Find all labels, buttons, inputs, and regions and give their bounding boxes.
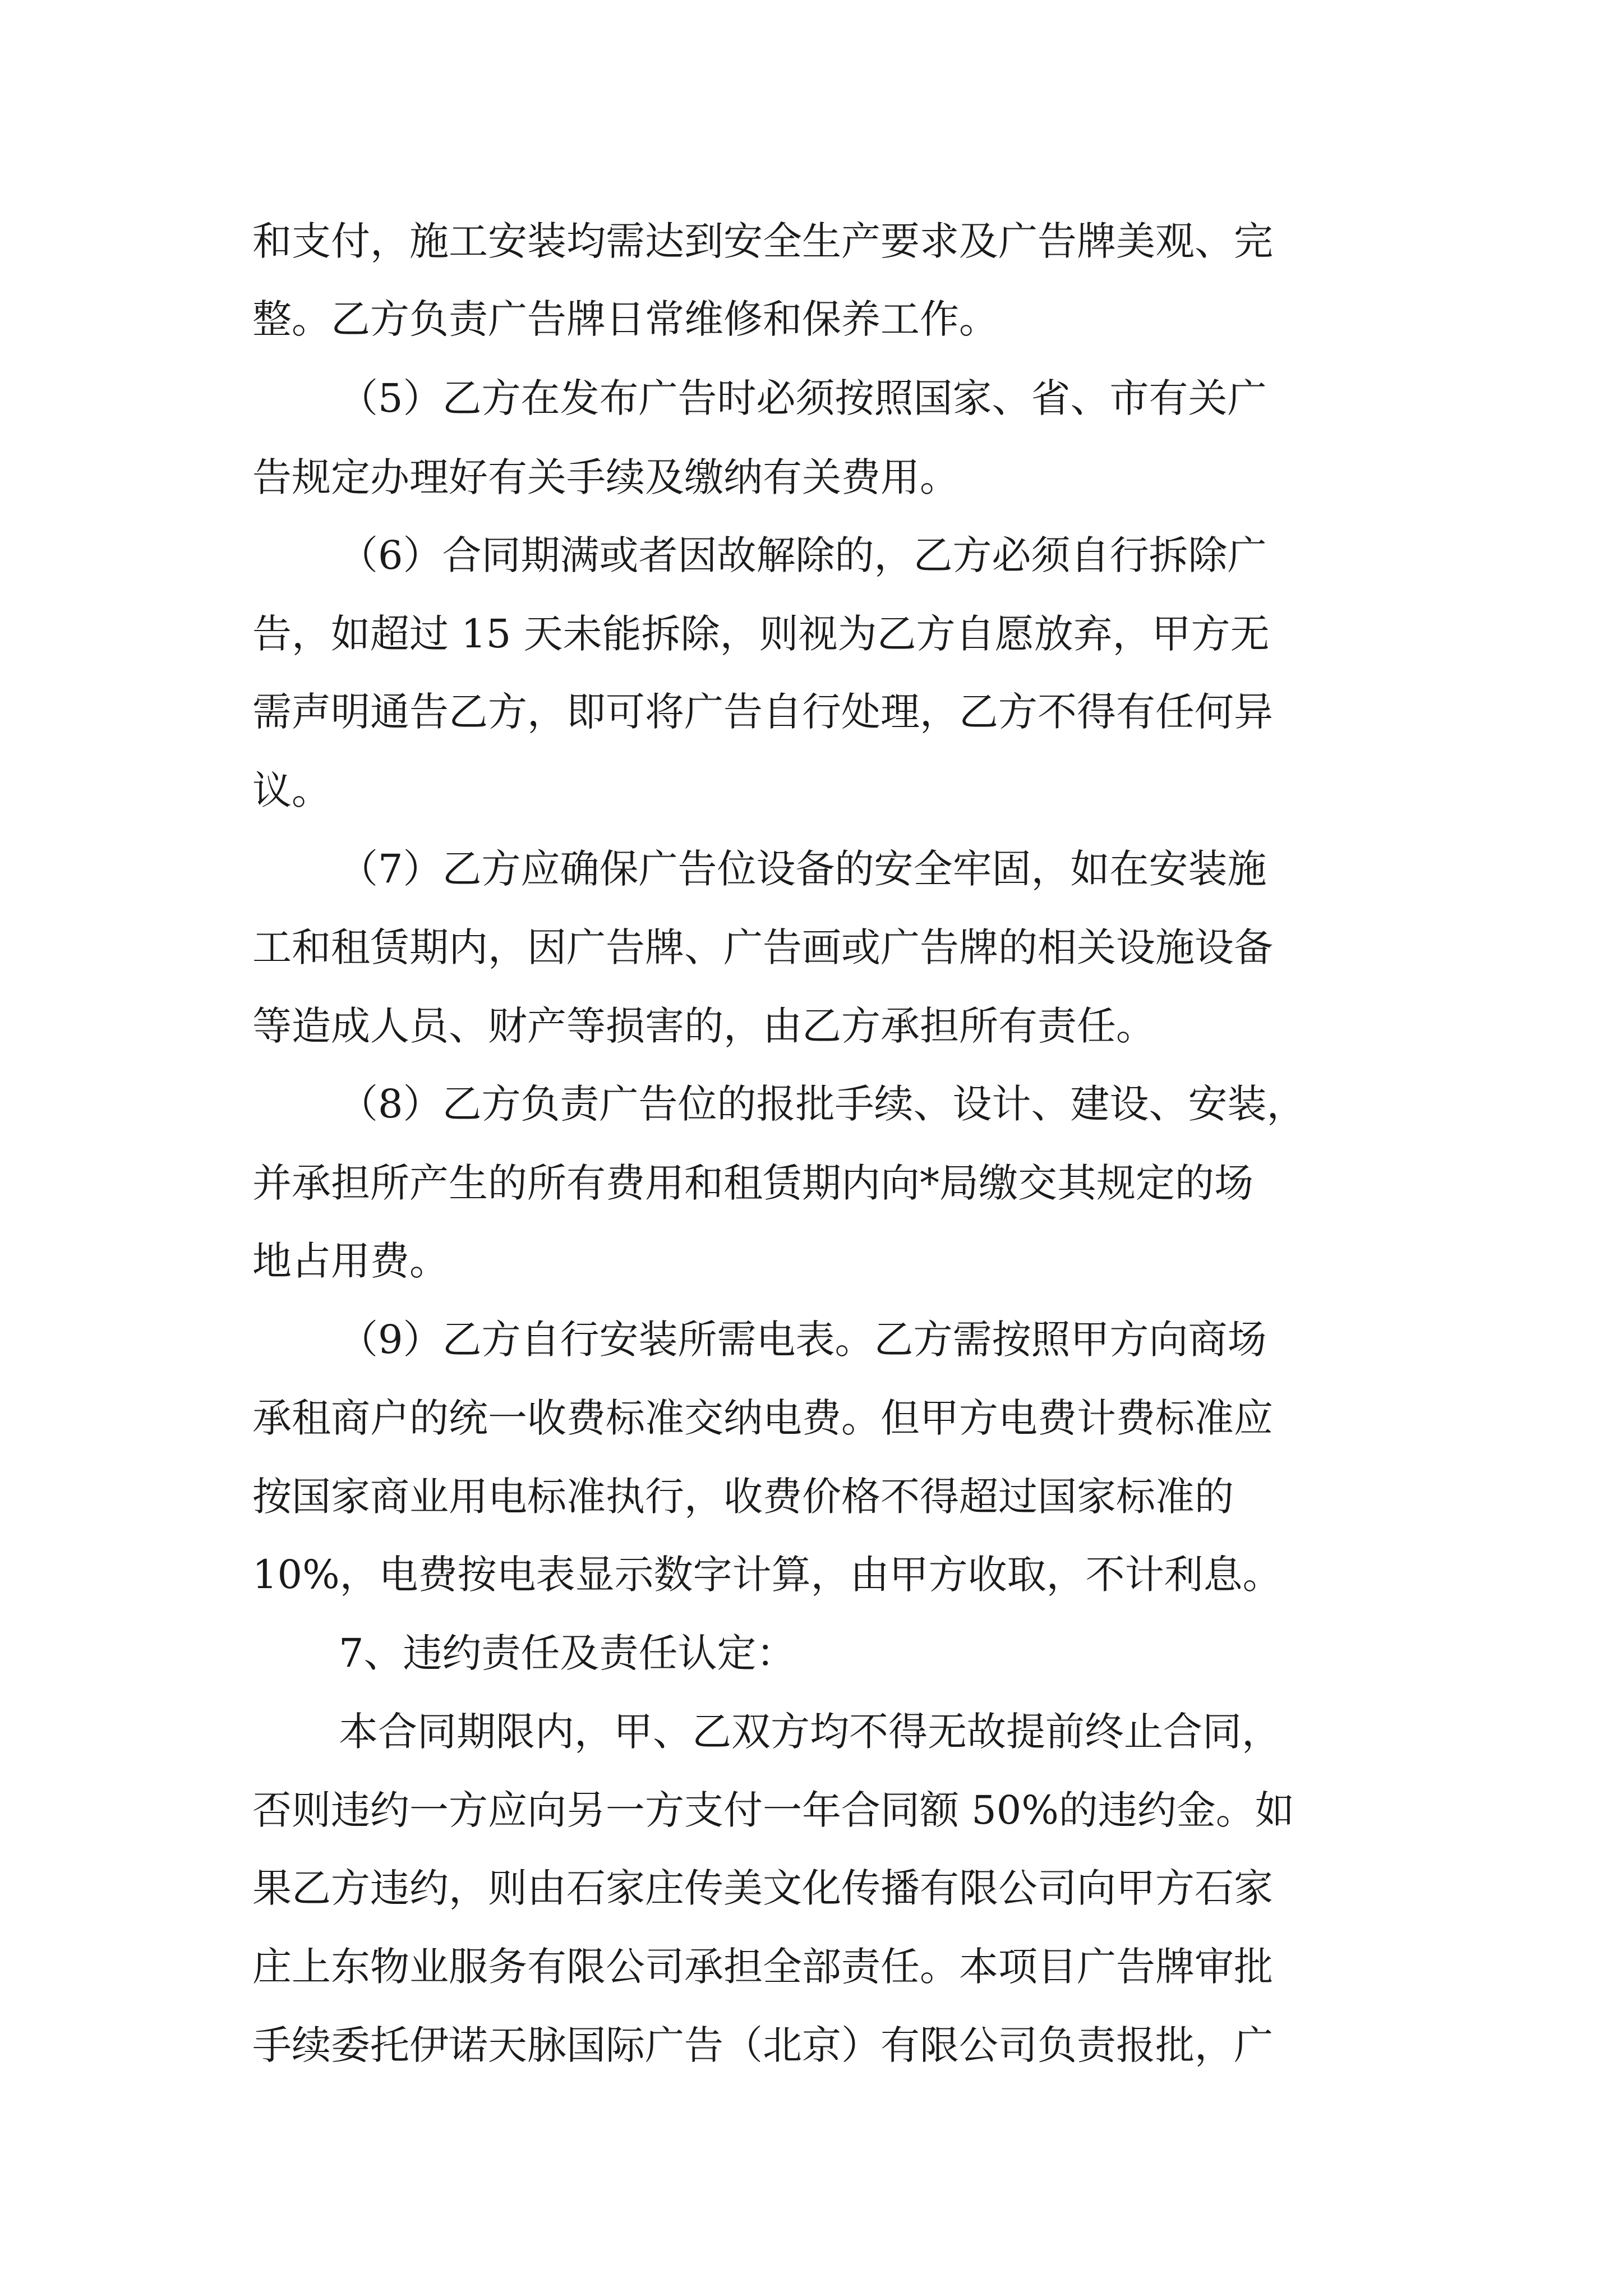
text-line: 本合同期限内，甲、乙双方均不得无故提前终止合同，: [339, 1709, 1281, 1755]
text-line: 地占用费。: [252, 1238, 449, 1284]
text-line: 庄上东物业服务有限公司承担全部责任。本项目广告牌审批: [252, 1944, 1273, 1990]
text-line: 按国家商业用电标准执行，收费价格不得超过国家标准的: [252, 1474, 1234, 1520]
text-line: 告，如超过 15 天未能拆除，则视为乙方自愿放弃，甲方无: [252, 611, 1270, 657]
text-line: 果乙方违约，则由石家庄传美文化传播有限公司向甲方石家: [252, 1865, 1273, 1911]
text-line: 议。: [252, 767, 331, 813]
text-line: 告规定办理好有关手续及缴纳有关费用。: [252, 454, 959, 500]
text-line: 需声明通告乙方，即可将广告自行处理，乙方不得有任何异: [252, 689, 1273, 735]
text-line: 等造成人员、财产等损害的，由乙方承担所有责任。: [252, 1003, 1155, 1049]
text-line: 否则违约一方应向另一方支付一年合同额 50%的违约金。如: [252, 1787, 1294, 1833]
section-heading: 7、违约责任及责任认定：: [339, 1630, 796, 1676]
text-line: （5）乙方在发布广告时必须按照国家、省、市有关广: [339, 375, 1267, 421]
text-line: 整。乙方负责广告牌日常维修和保养工作。: [252, 296, 998, 342]
text-line: 10%，电费按电表显示数字计算，由甲方收取，不计利息。: [252, 1552, 1282, 1598]
text-line: 和支付，施工安装均需达到安全生产要求及广告牌美观、完: [252, 218, 1273, 264]
text-line: 工和租赁期内，因广告牌、广告画或广告牌的相关设施设备: [252, 924, 1273, 970]
text-line: 并承担所产生的所有费用和租赁期内向*局缴交其规定的场: [252, 1160, 1253, 1206]
text-line: （9）乙方自行安装所需电表。乙方需按照甲方向商场: [339, 1317, 1267, 1363]
text-line: 手续委托伊诺天脉国际广告（北京）有限公司负责报批，广: [252, 2022, 1273, 2068]
text-line: （8）乙方负责广告位的报批手续、设计、建设、安装，: [339, 1081, 1306, 1127]
text-line: （7）乙方应确保广告位设备的安全牢固，如在安装施: [339, 846, 1267, 892]
text-line: （6）合同期满或者因故解除的，乙方必须自行拆除广: [339, 532, 1267, 578]
text-line: 承租商户的统一收费标准交纳电费。但甲方电费计费标准应: [252, 1395, 1273, 1441]
